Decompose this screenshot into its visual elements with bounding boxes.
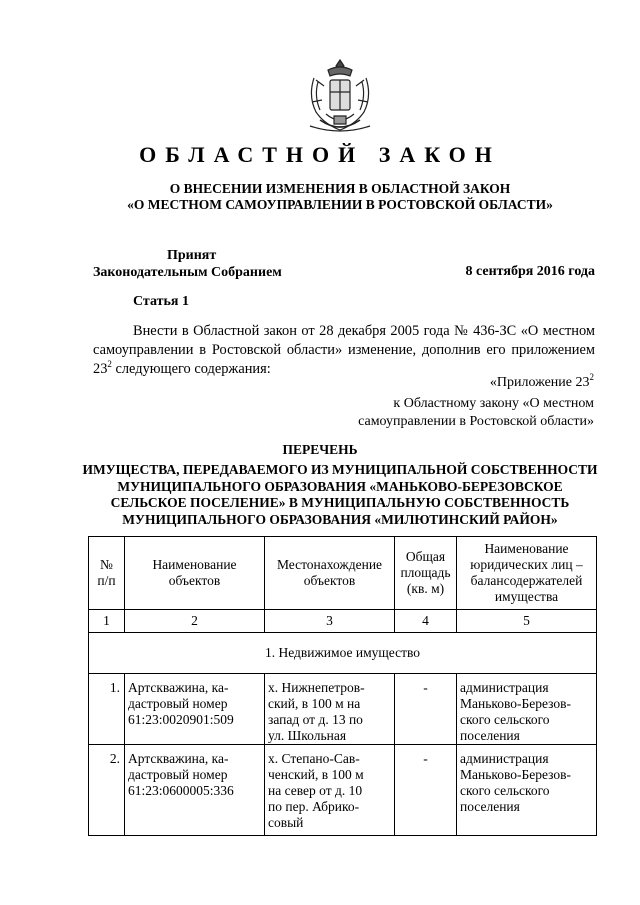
cell-line: ченский, в 100 м bbox=[268, 767, 364, 782]
header-text: юридических лиц – bbox=[470, 557, 583, 572]
cell-line: Артскважина, ка- bbox=[128, 680, 229, 695]
header-cell-name bbox=[125, 537, 265, 610]
article-paragraph bbox=[93, 322, 595, 379]
column-number: 5 bbox=[457, 610, 597, 633]
property-table bbox=[88, 536, 597, 836]
cell-line: Маньково-Березов- bbox=[460, 767, 572, 782]
row-number: 2. bbox=[89, 745, 125, 836]
cell-line: запад от д. 13 по bbox=[268, 712, 363, 727]
document-title: ОБЛАСТНОЙ ЗАКОН bbox=[139, 142, 501, 167]
list-subtitle-line: ИМУЩЕСТВА, ПЕРЕДАВАЕМОГО ИЗ МУНИЦИПАЛЬНОЙ СОБСТВЕННОСТИ bbox=[82, 462, 598, 477]
cell-line: по пер. Абрико- bbox=[268, 799, 360, 814]
paragraph-superscript: 2 bbox=[107, 359, 112, 369]
cell-line: администрация bbox=[460, 751, 549, 766]
appendix-reference bbox=[336, 374, 594, 431]
accepted-by bbox=[93, 247, 313, 281]
header-text: № bbox=[100, 557, 113, 572]
cell-line: х. Нижнепетров- bbox=[268, 680, 365, 695]
header-text: (кв. м) bbox=[406, 581, 445, 596]
header-text: Общая bbox=[405, 549, 446, 564]
list-subtitle-line: МУНИЦИПАЛЬНОГО ОБРАЗОВАНИЯ «МИЛЮТИНСКИЙ РАЙОН» bbox=[122, 511, 558, 527]
column-number: 4 bbox=[395, 610, 457, 633]
paragraph-text: Внести в Областной закон от 28 декабря 2005 года № 436-ЗС «О местном самоуправлении в Ростовской области» изменение, дополнив его приложением 23 bbox=[93, 323, 595, 377]
header-text: Наименование bbox=[484, 541, 569, 556]
subtitle-line: О ВНЕСЕНИИ ИЗМЕНЕНИЯ В ОБЛАСТНОЙ ЗАКОН bbox=[169, 181, 511, 196]
cell-line: ского сельского bbox=[460, 783, 550, 798]
balance-holder bbox=[457, 674, 597, 745]
object-area: - bbox=[395, 745, 457, 836]
cell-line: 61:23:0020901:509 bbox=[128, 712, 234, 727]
list-subtitle bbox=[80, 462, 600, 528]
cell-line: Артскважина, ка- bbox=[128, 751, 229, 766]
column-number: 1 bbox=[89, 610, 125, 633]
object-location bbox=[265, 674, 395, 745]
table-row bbox=[89, 674, 597, 745]
article-title: Статья 1 bbox=[133, 294, 189, 309]
object-location bbox=[265, 745, 395, 836]
cell-line: совый bbox=[268, 815, 304, 830]
adoption-date: 8 сентября 2016 года bbox=[465, 264, 595, 279]
appendix-line: самоуправлении в Ростовской области» bbox=[358, 414, 594, 429]
object-name bbox=[125, 674, 265, 745]
cell-line: дастровый номер bbox=[128, 767, 228, 782]
header-text: п/п bbox=[97, 573, 116, 588]
header-text: Местонахождение bbox=[276, 557, 383, 572]
header-cell-location bbox=[265, 537, 395, 610]
subtitle-line: «О МЕСТНОМ САМОУПРАВЛЕНИИ В РОСТОВСКОЙ ОБЛАСТИ» bbox=[127, 197, 553, 212]
list-subtitle-line: СЕЛЬСКОЕ ПОСЕЛЕНИЕ» В МУНИЦИПАЛЬНУЮ СОБСТВЕННОСТЬ bbox=[110, 495, 570, 510]
header-cell-number bbox=[89, 537, 125, 610]
header-text: объектов bbox=[168, 573, 221, 588]
appendix-superscript: 2 bbox=[589, 372, 594, 382]
cell-line: администрация bbox=[460, 680, 549, 695]
header-text: балансодержателей bbox=[470, 573, 583, 588]
list-subtitle-line: МУНИЦИПАЛЬНОГО ОБРАЗОВАНИЯ «МАНЬКОВО-БЕРЕЗОВСКОЕ bbox=[117, 478, 563, 494]
cell-line: х. Степано-Сав- bbox=[268, 751, 360, 766]
document-subtitle bbox=[80, 181, 600, 213]
column-number: 3 bbox=[265, 610, 395, 633]
appendix-line: к Областному закону «О местном bbox=[393, 396, 594, 411]
column-number: 2 bbox=[125, 610, 265, 633]
cell-line: на север от д. 10 bbox=[268, 783, 363, 798]
paragraph-text-end: следующего содержания: bbox=[111, 361, 271, 377]
cell-line: поселения bbox=[460, 799, 520, 814]
row-number: 1. bbox=[89, 674, 125, 745]
object-name bbox=[125, 745, 265, 836]
cell-line: ул. Школьная bbox=[268, 728, 347, 743]
table-row bbox=[89, 745, 597, 836]
cell-line: ский, в 100 м на bbox=[268, 696, 361, 711]
section-row bbox=[89, 633, 597, 674]
table-header-row bbox=[89, 537, 597, 610]
column-number-row bbox=[89, 610, 597, 633]
cell-line: 61:23:0600005:336 bbox=[128, 783, 234, 798]
cell-line: поселения bbox=[460, 728, 520, 743]
object-area: - bbox=[395, 674, 457, 745]
section-title: 1. Недвижимое имущество bbox=[89, 633, 597, 674]
header-text: площадь bbox=[400, 565, 451, 580]
balance-holder bbox=[457, 745, 597, 836]
header-cell-area bbox=[395, 537, 457, 610]
header-text: имущества bbox=[494, 589, 559, 604]
accepted-body: Законодательным Собранием bbox=[93, 265, 282, 280]
cell-line: Маньково-Березов- bbox=[460, 696, 572, 711]
cell-line: ского сельского bbox=[460, 712, 550, 727]
accepted-label: Принят bbox=[167, 248, 217, 263]
header-text: Наименование bbox=[152, 557, 237, 572]
appendix-title: «Приложение 23 bbox=[489, 375, 590, 390]
cell-line: дастровый номер bbox=[128, 696, 228, 711]
coat-of-arms-icon bbox=[300, 56, 380, 136]
list-title: ПЕРЕЧЕНЬ bbox=[282, 442, 358, 457]
header-text: объектов bbox=[303, 573, 356, 588]
header-cell-holder bbox=[457, 537, 597, 610]
